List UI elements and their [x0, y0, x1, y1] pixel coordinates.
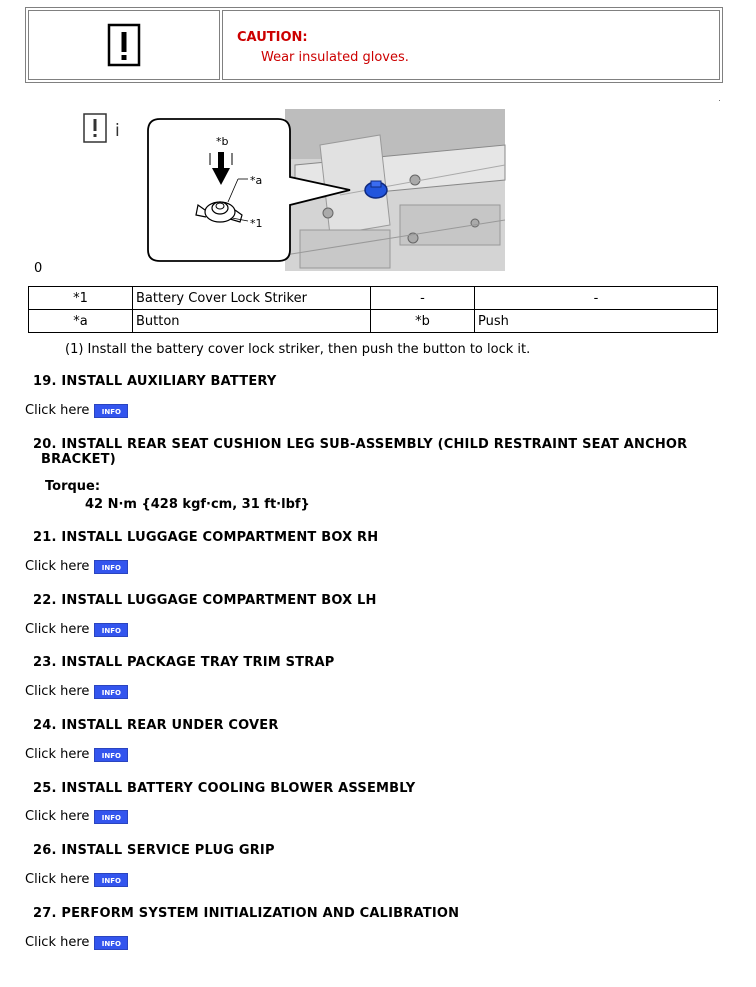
step-title-22: 22. INSTALL LUGGAGE COMPARTMENT BOX LH: [33, 593, 377, 608]
click-here-21[interactable]: [25, 559, 128, 574]
legend-cell: -: [475, 287, 718, 310]
figure-label: 0: [34, 261, 43, 276]
table-row: [29, 287, 718, 310]
exclamation-info-icon: [84, 114, 120, 142]
click-here-22[interactable]: [25, 622, 128, 637]
info-button[interactable]: INFO: [94, 685, 128, 699]
click-here-27[interactable]: [25, 935, 128, 950]
click-here-24[interactable]: [25, 747, 128, 762]
legend-table: [28, 286, 718, 333]
caution-title: CAUTION:: [237, 30, 308, 45]
legend-cell: -: [371, 287, 475, 310]
info-button[interactable]: INFO: [94, 404, 128, 418]
click-here-19[interactable]: [25, 403, 128, 418]
legend-cell: Button: [133, 310, 371, 333]
torque-value: 42 N·m {428 kgf·cm, 31 ft·lbf}: [85, 497, 310, 512]
table-row: [29, 310, 718, 333]
step-title-27: 27. PERFORM SYSTEM INITIALIZATION AND CALIBRATION: [33, 906, 460, 921]
click-here-link[interactable]: Click here: [25, 809, 90, 824]
info-button[interactable]: INFO: [94, 873, 128, 887]
click-here-25[interactable]: [25, 809, 128, 824]
legend-cell: *1: [29, 287, 133, 310]
info-glyph: i: [115, 121, 120, 141]
step-title-19: 19. INSTALL AUXILIARY BATTERY: [33, 374, 277, 389]
click-here-link[interactable]: Click here: [25, 403, 90, 418]
click-here-link[interactable]: Click here: [25, 559, 90, 574]
caution-box: [25, 7, 723, 83]
click-here-link[interactable]: Click here: [25, 684, 90, 699]
info-button[interactable]: INFO: [94, 810, 128, 824]
click-here-link[interactable]: Click here: [25, 747, 90, 762]
info-button[interactable]: INFO: [94, 936, 128, 950]
step-title-26: 26. INSTALL SERVICE PLUG GRIP: [33, 843, 275, 858]
info-button[interactable]: INFO: [94, 623, 128, 637]
click-here-link[interactable]: Click here: [25, 935, 90, 950]
legend-cell: Battery Cover Lock Striker: [133, 287, 371, 310]
torque-label: Torque:: [45, 479, 101, 494]
step-title-20-line1: 20. INSTALL REAR SEAT CUSHION LEG SUB-ASSEMBLY (CHILD RESTRAINT SEAT ANCHOR: [33, 437, 688, 452]
label-b: *b: [216, 135, 229, 148]
caution-message: Wear insulated gloves.: [261, 50, 409, 65]
legend-cell: *b: [371, 310, 475, 333]
step-title-20: [33, 437, 687, 467]
legend-cell: *a: [29, 310, 133, 333]
battery-cover-illustration: [80, 105, 510, 275]
click-here-23[interactable]: [25, 684, 128, 699]
divider-dot: [719, 100, 720, 101]
install-note: (1) Install the battery cover lock striker, then push the button to lock it.: [65, 342, 531, 357]
caution-text-cell: [222, 10, 720, 80]
step-title-20-line2: BRACKET): [41, 452, 116, 467]
step-title-23: 23. INSTALL PACKAGE TRAY TRIM STRAP: [33, 655, 335, 670]
step-title-25: 25. INSTALL BATTERY COOLING BLOWER ASSEMBLY: [33, 781, 416, 796]
step-title-24: 24. INSTALL REAR UNDER COVER: [33, 718, 279, 733]
step-title-21: 21. INSTALL LUGGAGE COMPARTMENT BOX RH: [33, 530, 379, 545]
label-1: *1: [250, 217, 263, 230]
click-here-26[interactable]: [25, 872, 128, 887]
exclamation-box-icon: [107, 23, 141, 67]
click-here-link[interactable]: Click here: [25, 622, 90, 637]
info-button[interactable]: INFO: [94, 560, 128, 574]
info-button[interactable]: INFO: [94, 748, 128, 762]
label-a: *a: [250, 174, 263, 187]
caution-icon-cell: [28, 10, 220, 80]
click-here-link[interactable]: Click here: [25, 872, 90, 887]
legend-cell: Push: [475, 310, 718, 333]
